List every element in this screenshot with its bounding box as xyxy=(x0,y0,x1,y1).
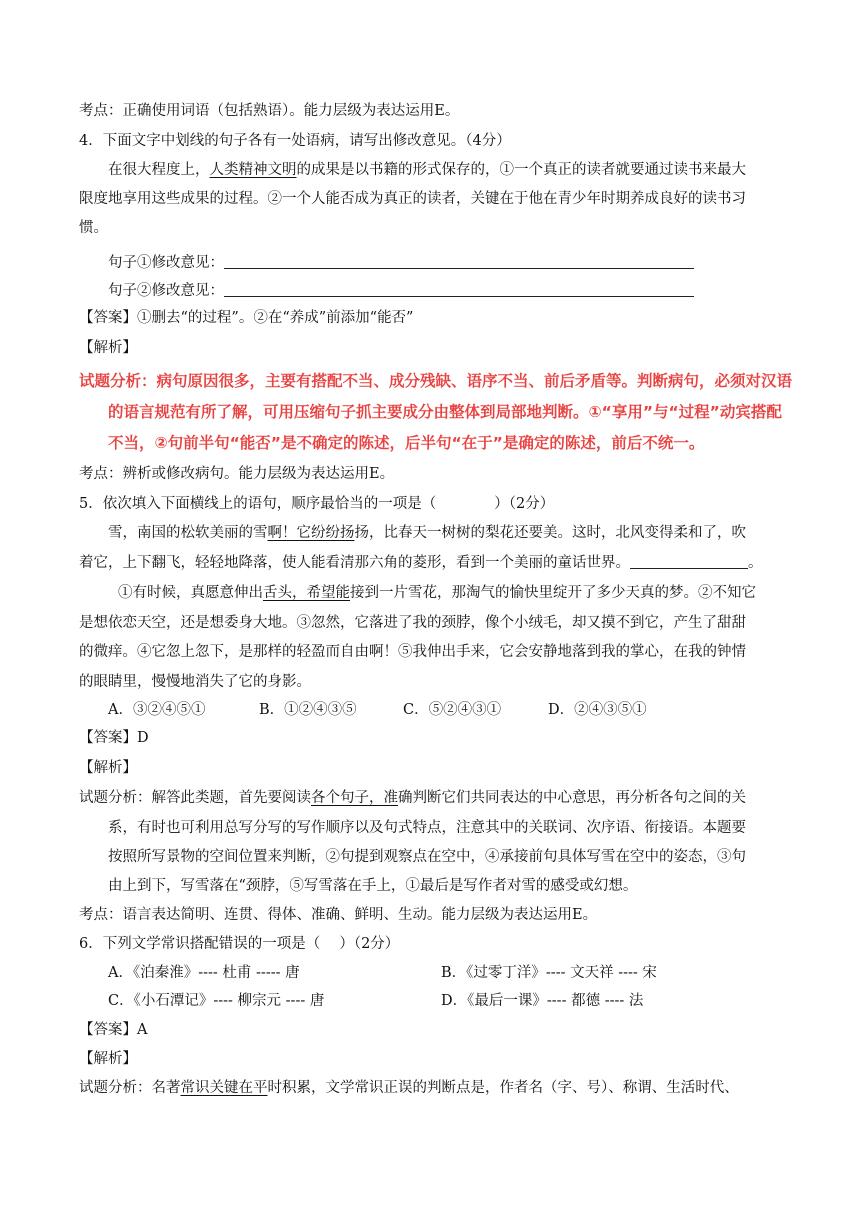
q4-jiexi-label: 【解析】 xyxy=(79,340,137,356)
q5-option-b[interactable]: B．①②④③⑤ xyxy=(259,702,357,718)
q5-fill-blank[interactable] xyxy=(630,552,748,569)
q4-analysis-line1: 试题分析：病句原因很多，主要有搭配不当、成分残缺、语序不当、前后矛盾等。判断病句，必须对汉语 xyxy=(79,372,793,390)
q5-analysis-line1: 试题分析：解答此类题，首先要阅读各个句子，准确判断它们共同表达的中心意思，再分析各句之间的关 xyxy=(79,790,746,806)
q4-sentence1-label: 句子①修改意见： xyxy=(108,255,224,271)
q6-answer: 【答案】A xyxy=(79,1022,148,1038)
q6-analysis-underline: 常识关键在平 xyxy=(180,1080,268,1096)
q6-analysis-line1: 试题分析：名著常识关键在平时积累，文学常识正误的判断点是，作者名（字、号）、称谓、生活时代、 xyxy=(79,1080,739,1096)
q4-kaodian: 考点：辨析或修改病句。能力层级为表达运用E。 xyxy=(79,466,395,482)
q5-passage2-line2: 是想依恋天空，还是想委身大地。③忽然，它落进了我的颈脖，像个小绒毛，却又摸不到它，产生了甜甜 xyxy=(79,615,746,631)
q6-option-c[interactable]: C．《小石潭记》---- 柳宗元 ---- 唐 xyxy=(108,993,325,1009)
q3-kaodian: 考点：正确使用词语（包括熟语）。能力层级为表达运用E。 xyxy=(79,103,460,119)
q4-passage-line1: 在很大程度上，人类精神文明的成果是以书籍的形式保存的，①一个真正的读者就要通过读书来最大 xyxy=(108,162,746,178)
q4-sentence1-blank[interactable] xyxy=(224,252,694,269)
q4-passage-line3: 惯。 xyxy=(79,220,108,236)
q5-passage1-line2: 着它，上下翻飞，轻轻地降落，使人能看清那六角的菱形，看到一个美丽的童话世界。 。 xyxy=(79,552,763,573)
q5-stem: 5．依次填入下面横线上的语句，顺序最恰当的一项是（ ）（2分） xyxy=(79,496,555,512)
q5-answer: 【答案】D xyxy=(79,730,149,746)
q4-sentence2-field xyxy=(108,280,694,301)
q5-analysis-line3: 按照所写景物的空间位置来判断，②句提到观察点在空中，④承接前句具体写雪在空中的姿态，③句 xyxy=(108,849,746,865)
q5-passage2-line1: ①有时候，真愿意伸出舌头，希望能接到一片雪花，那淘气的愉快里绽开了多少天真的梦。②不知它 xyxy=(118,585,756,601)
q5-analysis-line4: 由上到下，写雪落在“颈脖，⑤写雪落在手上，①最后是写作者对雪的感受或幻想。 xyxy=(108,878,638,894)
q5-analysis-underline: 各个句子，准 xyxy=(311,790,398,806)
q4-answer: 【答案】①删去“的过程”。②在“养成”前添加“能否” xyxy=(79,310,414,326)
q5-option-c[interactable]: C．⑤②④③① xyxy=(403,702,502,718)
q6-option-d[interactable]: D．《最后一课》---- 都德 ---- 法 xyxy=(441,993,644,1009)
q5-analysis-line2: 系，有时也可利用总写分写的写作顺序以及句式特点，注意其中的关联词、次序语、衔接语。本题要 xyxy=(108,820,746,836)
q4-sentence2-blank[interactable] xyxy=(224,280,694,297)
q5-underlined-phrase2: 舌头，希望能 xyxy=(263,585,350,601)
q5-kaodian: 考点：语言表达简明、连贯、得体、准确、鲜明、生动。能力层级为表达运用E。 xyxy=(79,907,598,923)
q4-sentence1-field xyxy=(108,252,694,273)
q4-stem: 4．下面文字中划线的句子各有一处语病，请写出修改意见。（4分） xyxy=(79,133,511,149)
q4-underlined-phrase: 人类精神文明 xyxy=(209,162,297,178)
q6-jiexi-label: 【解析】 xyxy=(79,1051,137,1067)
q5-passage2-line4: 的眼睛里，慢慢地消失了它的身影。 xyxy=(79,674,311,690)
q6-option-a[interactable]: A．《泊秦淮》---- 杜甫 ----- 唐 xyxy=(108,965,300,981)
q5-passage1-line1: 雪，南国的松软美丽的雪啊！它纷纷扬扬，比春天一树树的梨花还要美。这时，北风变得柔和了，吹 xyxy=(108,525,746,541)
q6-option-b[interactable]: B．《过零丁洋》---- 文天祥 ---- 宋 xyxy=(441,965,657,981)
q5-option-d[interactable]: D．②④③⑤① xyxy=(548,702,647,718)
q4-analysis-line3: 不当，②句前半句“能否”是不确定的陈述，后半句“在于”是确定的陈述，前后不统一。 xyxy=(108,434,705,452)
q6-stem: 6．下列文学常识搭配错误的一项是（ ）（2分） xyxy=(79,936,400,952)
q5-passage2-line3: 的微痒。④它忽上忽下，是那样的轻盈而自由啊！⑤我伸出手来，它会安静地落到我的掌心，在我的钟情 xyxy=(79,644,746,660)
q5-option-a[interactable]: A．③②④⑤① xyxy=(108,702,206,718)
q5-underlined-phrase1: 啊！它纷纷扬 xyxy=(267,525,355,541)
q4-analysis-line2: 的语言规范有所了解，可用压缩句子抓主要成分由整体到局部地判断。①“享用”与“过程”动宾搭配 xyxy=(108,403,782,421)
q4-passage-line2: 限度地享用这些成果的过程。②一个人能否成为真正的读者，关键在于他在青少年时期养成良好的读书习 xyxy=(79,191,746,207)
q5-jiexi-label: 【解析】 xyxy=(79,760,137,776)
q4-sentence2-label: 句子②修改意见： xyxy=(108,283,224,299)
